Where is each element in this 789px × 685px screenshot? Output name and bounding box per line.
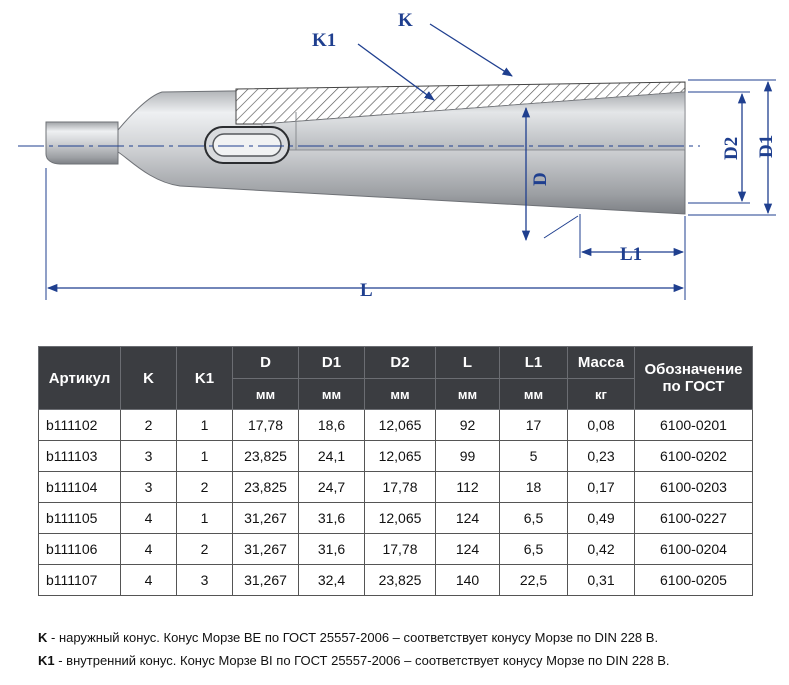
cell-l1: 17 — [500, 410, 568, 441]
cell-d1: 31,6 — [299, 503, 365, 534]
unit-d1: мм — [299, 379, 365, 410]
tang — [46, 122, 118, 164]
leader-k — [430, 24, 512, 76]
cell-l: 99 — [436, 441, 500, 472]
label-l1: L1 — [620, 244, 643, 265]
cell-d1: 24,1 — [299, 441, 365, 472]
note-k-text: - наружный конус. Конус Морзе ВЕ по ГОСТ 25557-2006 – соответствует конусу Морзе по DIN 228 B. — [47, 630, 659, 645]
label-k1: K1 — [312, 30, 337, 51]
header-d1: D1 — [299, 347, 365, 379]
cell-l1: 18 — [500, 472, 568, 503]
unit-l: мм — [436, 379, 500, 410]
cell-mass: 0,23 — [568, 441, 635, 472]
unit-d: мм — [233, 379, 299, 410]
cell-article: b111107 — [39, 565, 121, 596]
header-d: D — [233, 347, 299, 379]
note-k1-key: K1 — [38, 653, 55, 668]
cell-k1: 3 — [177, 565, 233, 596]
cell-k: 4 — [121, 503, 177, 534]
cell-l1: 6,5 — [500, 503, 568, 534]
cell-gost: 6100-0204 — [635, 534, 753, 565]
note-k1-text: - внутренний конус. Конус Морзе ВI по ГОСТ 25557-2006 – соответствует конусу Морзе по DIN 228 B. — [54, 653, 670, 668]
cell-d1: 24,7 — [299, 472, 365, 503]
cell-k: 4 — [121, 534, 177, 565]
header-l1: L1 — [500, 347, 568, 379]
cell-l: 124 — [436, 534, 500, 565]
cell-l: 124 — [436, 503, 500, 534]
cell-d1: 31,6 — [299, 534, 365, 565]
note-k1 — [38, 649, 670, 672]
cell-article: b111102 — [39, 410, 121, 441]
technical-drawing — [0, 0, 789, 340]
cell-mass: 0,42 — [568, 534, 635, 565]
cell-article: b111104 — [39, 472, 121, 503]
label-d: D — [530, 172, 551, 186]
leader-l1 — [544, 216, 578, 238]
header-article: Артикул — [39, 347, 121, 410]
table-row — [39, 565, 753, 596]
cell-d2: 12,065 — [365, 410, 436, 441]
cell-k1: 2 — [177, 472, 233, 503]
header-gost: Обозначение по ГОСТ — [635, 347, 753, 410]
cell-l: 140 — [436, 565, 500, 596]
cell-k1: 1 — [177, 503, 233, 534]
cell-k1: 1 — [177, 441, 233, 472]
unit-d2: мм — [365, 379, 436, 410]
cell-gost: 6100-0203 — [635, 472, 753, 503]
cell-d2: 12,065 — [365, 441, 436, 472]
cell-d: 23,825 — [233, 441, 299, 472]
cell-d1: 32,4 — [299, 565, 365, 596]
table-row — [39, 472, 753, 503]
label-l: L — [360, 280, 373, 301]
cell-d2: 17,78 — [365, 534, 436, 565]
cell-mass: 0,17 — [568, 472, 635, 503]
cell-k1: 2 — [177, 534, 233, 565]
header-l: L — [436, 347, 500, 379]
cell-gost: 6100-0227 — [635, 503, 753, 534]
note-k-key: K — [38, 630, 48, 645]
cell-mass: 0,08 — [568, 410, 635, 441]
cell-article: b111103 — [39, 441, 121, 472]
header-mass: Масса — [568, 347, 635, 379]
label-d1: D1 — [756, 134, 777, 158]
cell-k: 2 — [121, 410, 177, 441]
header-d2: D2 — [365, 347, 436, 379]
cell-k: 3 — [121, 441, 177, 472]
cell-mass: 0,49 — [568, 503, 635, 534]
table-row — [39, 441, 753, 472]
table-row — [39, 410, 753, 441]
cell-k: 3 — [121, 472, 177, 503]
cell-k: 4 — [121, 565, 177, 596]
cell-d2: 23,825 — [365, 565, 436, 596]
notes — [38, 626, 670, 672]
header-k1: K1 — [177, 347, 233, 410]
note-k — [38, 626, 670, 649]
cell-d2: 17,78 — [365, 472, 436, 503]
cell-d1: 18,6 — [299, 410, 365, 441]
cell-l: 92 — [436, 410, 500, 441]
cell-d2: 12,065 — [365, 503, 436, 534]
unit-l1: мм — [500, 379, 568, 410]
cell-article: b111106 — [39, 534, 121, 565]
label-k: K — [398, 10, 413, 31]
cell-l1: 6,5 — [500, 534, 568, 565]
cell-k1: 1 — [177, 410, 233, 441]
drift-slot-inner — [213, 134, 281, 156]
cell-d: 31,267 — [233, 503, 299, 534]
cell-article: b111105 — [39, 503, 121, 534]
unit-mass: кг — [568, 379, 635, 410]
cell-gost: 6100-0201 — [635, 410, 753, 441]
cell-l1: 22,5 — [500, 565, 568, 596]
table-row — [39, 534, 753, 565]
cell-gost: 6100-0202 — [635, 441, 753, 472]
cell-mass: 0,31 — [568, 565, 635, 596]
cell-d: 23,825 — [233, 472, 299, 503]
cell-l: 112 — [436, 472, 500, 503]
spec-table — [38, 346, 753, 596]
table-row — [39, 503, 753, 534]
cell-d: 31,267 — [233, 565, 299, 596]
cell-l1: 5 — [500, 441, 568, 472]
label-d2: D2 — [721, 136, 742, 160]
cell-d: 17,78 — [233, 410, 299, 441]
cell-gost: 6100-0205 — [635, 565, 753, 596]
cell-d: 31,267 — [233, 534, 299, 565]
header-k: K — [121, 347, 177, 410]
